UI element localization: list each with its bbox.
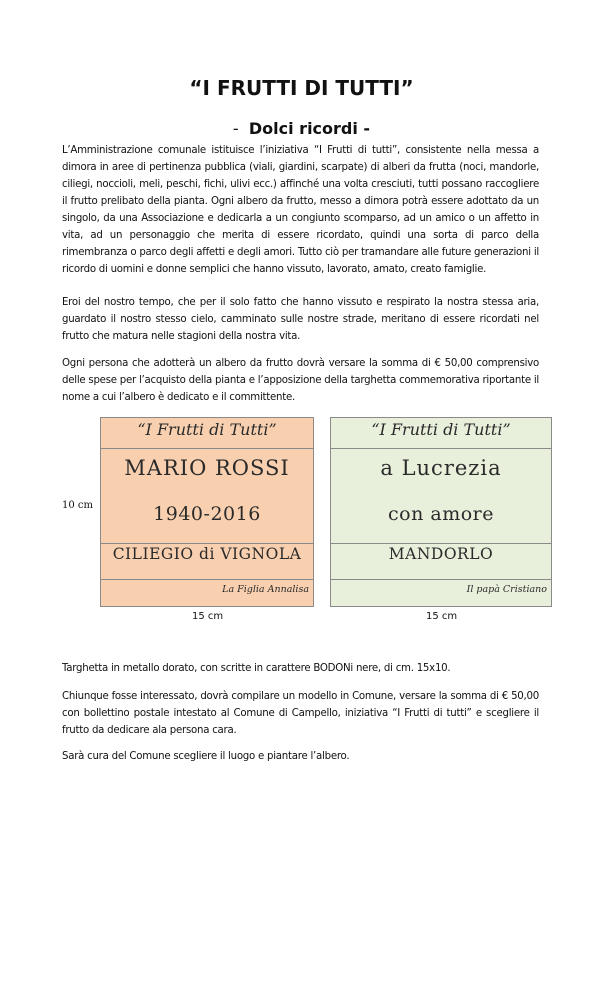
plate-divider xyxy=(331,579,551,580)
plate-example-memorial xyxy=(100,417,314,607)
closing-paragraph: Sarà cura del Comune scegliere il luogo e piantare l’albero. xyxy=(62,751,350,762)
plate-divider xyxy=(101,579,313,580)
plate-header: “I Frutti di Tutti” xyxy=(137,420,277,439)
plate-signature: Il papà Cristiano xyxy=(466,584,547,595)
application-paragraph: Chiunque fosse interessato, dovrà compilare un modello in Comune, versare la somma di € 50,00 con bollettino postale intestato al Comune di Campello, iniziativa “I Frutti di tutti” e scegliere il frutto da dedicare ala persona cara. xyxy=(62,691,539,736)
plate-divider xyxy=(101,448,313,449)
height-dimension-label: 10 cm xyxy=(62,500,93,511)
plate-dates: 1940-2016 xyxy=(153,503,261,525)
plate-divider xyxy=(331,543,551,544)
subtitle-dash: - xyxy=(232,119,239,138)
plate-signature: La Figlia Annalisa xyxy=(222,584,309,595)
plate-name: a Lucrezia xyxy=(380,456,502,480)
page-subtitle xyxy=(0,119,603,138)
plate-tree: MANDORLO xyxy=(388,545,494,563)
payment-paragraph: Ogni persona che adotterà un albero da frutto dovrà versare la somma di € 50,00 comprensivo delle spese per l’acquisto della pianta e l’apposizione della targhetta commemorativa riportante il nome a cui l’albero è dedicato e il committente. xyxy=(62,358,539,403)
plate-name: MARIO ROSSI xyxy=(124,456,290,480)
plate-tree: CILIEGIO di VIGNOLA xyxy=(112,545,302,563)
width-dimension-label-left: 15 cm xyxy=(192,611,224,622)
plate-example-dedication xyxy=(330,417,552,607)
plate-dates: con amore xyxy=(388,503,494,525)
width-dimension-label-right: 15 cm xyxy=(426,611,458,622)
subtitle-text: Dolci ricordi - xyxy=(248,119,371,138)
heroes-paragraph: Eroi del nostro tempo, che per il solo fatto che hanno vissuto e respirato la nostra stessa aria, guardato il nostro stesso cielo, camminato sulle nostre strade, meritano di essere ricordati nel frutto che matura nelle stagioni della nostra vita. xyxy=(62,297,539,342)
plate-divider xyxy=(101,543,313,544)
plate-header: “I Frutti di Tutti” xyxy=(371,420,511,439)
plate-divider xyxy=(331,448,551,449)
material-paragraph: Targhetta in metallo dorato, con scritte in carattere BODONi nere, di cm. 15x10. xyxy=(62,663,451,674)
page-title: “I FRUTTI DI TUTTI” xyxy=(189,76,414,100)
intro-paragraph: L’Amministrazione comunale istituisce l’iniziativa “I Frutti di tutti”, consistente nella messa a dimora in aree di pertinenza pubblica (viali, giardini, scarpate) di alberi da frutta (noci, mandorle, ciliegi, noccioli, meli, peschi, fichi, ulivi ecc.) affinché una volta cresciuti, tutti possano raccogliere il frutto prelibato della pianta. Ogni albero da frutto, messo a dimora potrà essere adottato da un singolo, da una Associazione e dedicarla a un congiunto scomparso, ad un amico o un affetto in vita, ad un personaggio che merita di essere ricordato, quindi una sorta di parco della rimembranza o parco degli affetti e degli amori. Tutto ciò per tramandare alle future generazioni il ricordo di uomini e donne semplici che hanno vissuto, lavorato, amato, creato famiglie. xyxy=(62,145,539,275)
